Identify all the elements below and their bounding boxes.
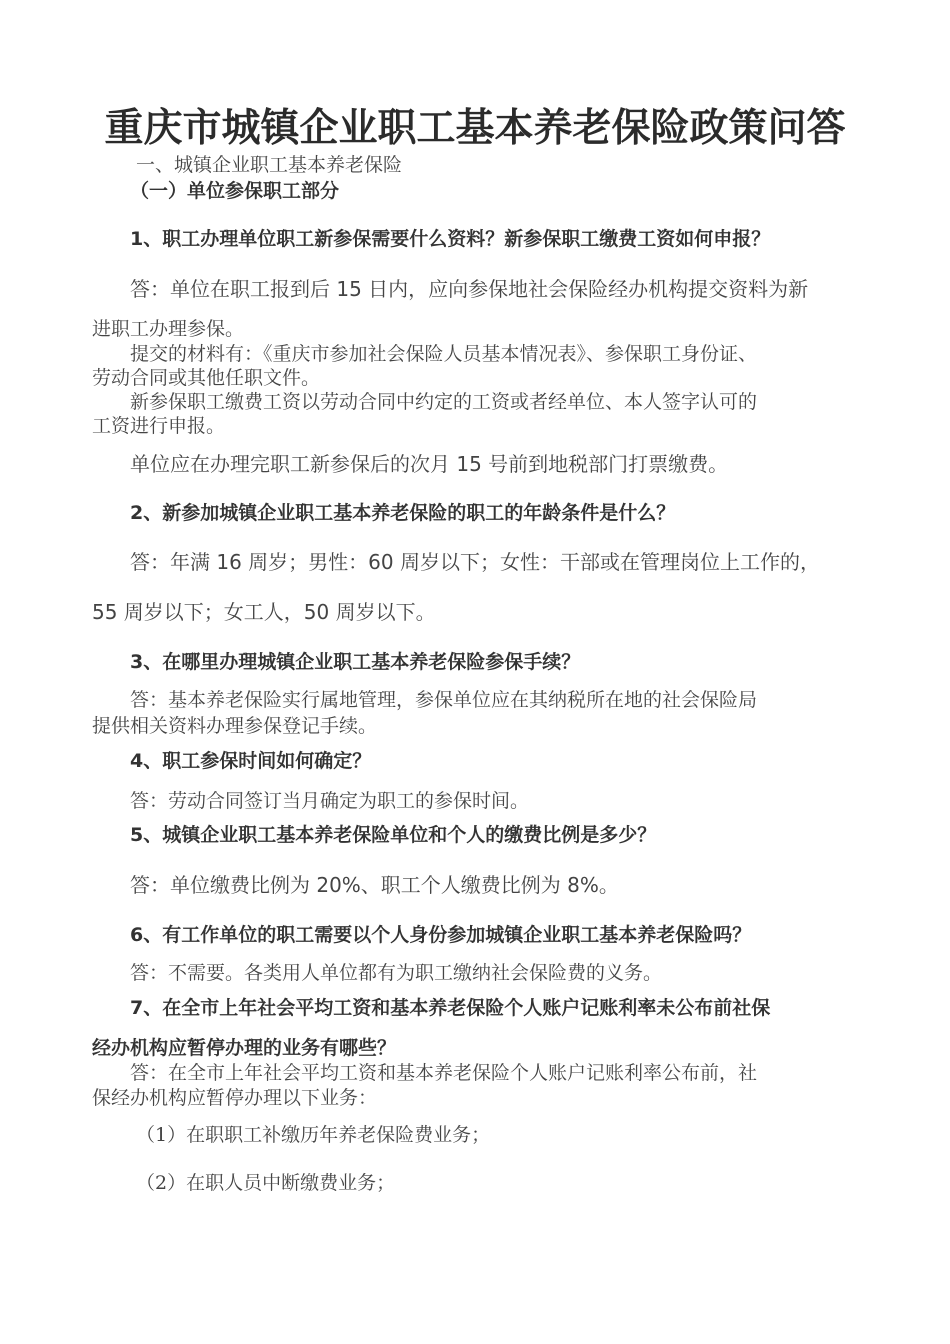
answer-2-line-2: 55 周岁以下；女工人，50 周岁以下。 — [92, 600, 436, 624]
subsection-heading: （一）单位参保职工部分 — [130, 180, 340, 202]
answer-7-item-2: （2）在职人员中断缴费业务； — [136, 1172, 396, 1194]
answer-7-item-1: （1）在职职工补缴历年养老保险费业务； — [136, 1124, 491, 1146]
answer-1-wage-line-2: 工资进行申报。 — [92, 415, 226, 437]
answer-1-payment: 单位应在办理完职工新参保后的次月 15 号前到地税部门打票缴费。 — [130, 452, 729, 476]
answer-2-line-1: 答：年满 16 周岁；男性：60 周岁以下；女性：干部或在管理岗位上工作的， — [130, 550, 820, 574]
question-1: 1、职工办理单位职工新参保需要什么资料？新参保职工缴费工资如何申报？ — [130, 228, 771, 250]
question-6: 6、有工作单位的职工需要以个人身份参加城镇企业职工基本养老保险吗？ — [130, 924, 752, 946]
answer-3-line-1: 答：基本养老保险实行属地管理，参保单位应在其纳税所在地的社会保险局 — [130, 689, 758, 711]
answer-7-line-1: 答：在全市上年社会平均工资和基本养老保险个人账户记账利率公布前，社 — [130, 1062, 758, 1084]
document-title: 重庆市城镇企业职工基本养老保险政策问答 — [104, 105, 846, 151]
answer-1-materials-line-1: 提交的材料有：《重庆市参加社会保险人员基本情况表》、参保职工身份证、 — [130, 343, 758, 365]
answer-4: 答：劳动合同签订当月确定为职工的参保时间。 — [130, 790, 530, 812]
answer-1-line-1: 答：单位在职工报到后 15 日内，应向参保地社会保险经办机构提交资料为新 — [130, 277, 809, 301]
question-3: 3、在哪里办理城镇企业职工基本养老保险参保手续？ — [130, 651, 581, 673]
answer-1-line-2: 进职工办理参保。 — [92, 318, 245, 340]
question-7-line-2: 经办机构应暂停办理的业务有哪些？ — [92, 1037, 397, 1059]
answer-5: 答：单位缴费比例为 20%、职工个人缴费比例为 8%。 — [130, 873, 619, 897]
question-4: 4、职工参保时间如何确定？ — [130, 750, 372, 772]
question-2: 2、新参加城镇企业职工基本养老保险的职工的年龄条件是什么？ — [130, 502, 676, 524]
answer-1-wage-line-1: 新参保职工缴费工资以劳动合同中约定的工资或者经单位、本人签字认可的 — [130, 391, 758, 413]
section-heading: 一、城镇企业职工基本养老保险 — [136, 154, 403, 176]
answer-3-line-2: 提供相关资料办理参保登记手续。 — [92, 715, 378, 737]
question-7-line-1: 7、在全市上年社会平均工资和基本养老保险个人账户记账利率未公布前社保 — [130, 997, 771, 1019]
answer-7-line-2: 保经办机构应暂停办理以下业务： — [92, 1087, 378, 1109]
answer-1-materials-line-2: 劳动合同或其他任职文件。 — [92, 367, 321, 389]
question-5: 5、城镇企业职工基本养老保险单位和个人的缴费比例是多少？ — [130, 824, 657, 846]
answer-6: 答：不需要。各类用人单位都有为职工缴纳社会保险费的义务。 — [130, 962, 663, 984]
